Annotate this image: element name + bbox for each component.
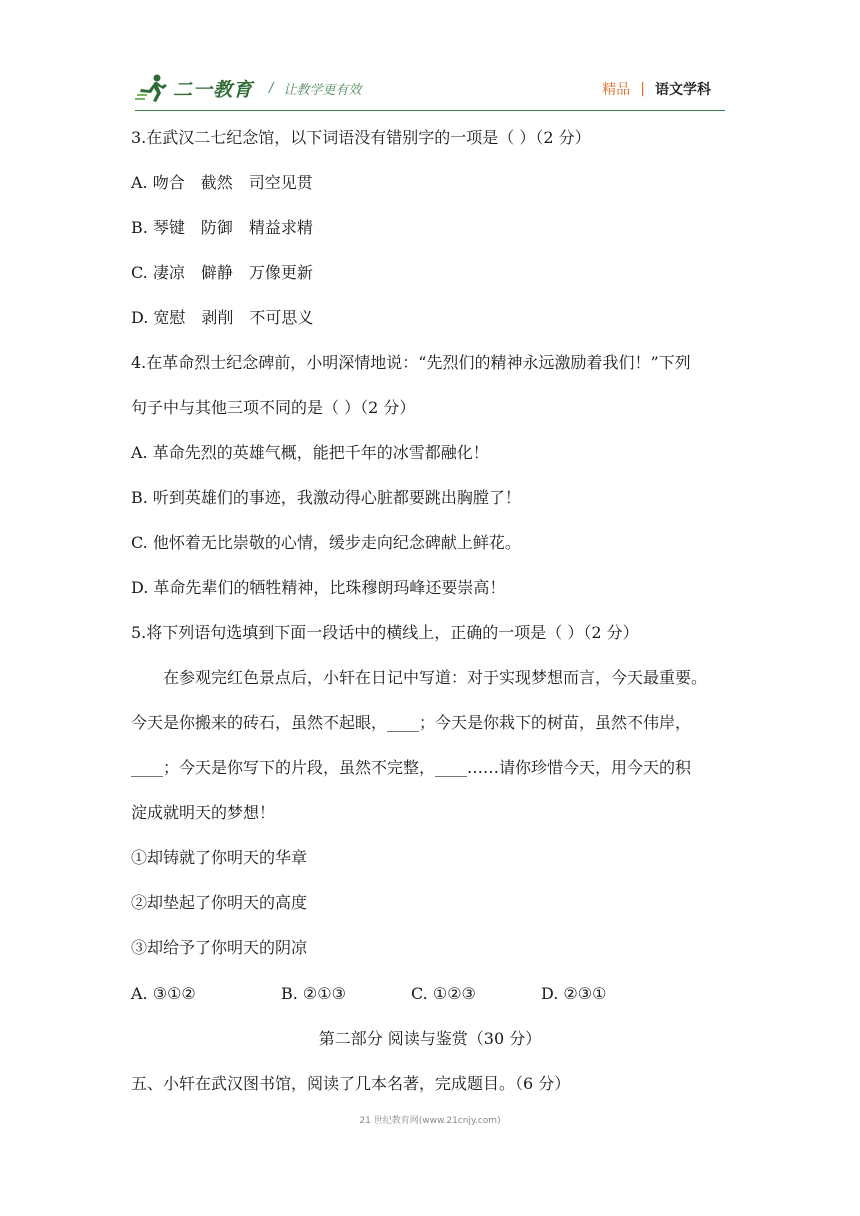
question-4-option-a: A. 革命先烈的英雄气概，能把千年的冰雪都融化！ (131, 443, 489, 462)
passage-line-4: 淀成就明天的梦想！ (131, 803, 276, 822)
question-4-stem-line-2: 句子中与其他三项不同的是（ ）（2 分） (131, 398, 416, 417)
runner-logo-icon (135, 73, 171, 103)
question-3-stem: 3.在武汉二七纪念馆，以下词语没有错别字的一项是（ ）（2 分） (131, 128, 591, 147)
quality-tag: 精品 (602, 82, 631, 98)
question-4-option-d: D. 革命先辈们的牺牲精神，比珠穆朗玛峰还要崇高！ (131, 578, 506, 597)
question-5-option-c: C. ①②③ (411, 984, 476, 1003)
passage-line-1: 在参观完红色景点后，小轩在日记中写道：对于实现梦想而言，今天最重要。 (163, 668, 708, 687)
page-footer: 21 世纪教育网(www.21cnjy.com) (359, 1116, 501, 1126)
sentence-3: ③却给予了你明天的阴凉 (131, 938, 308, 957)
logo (135, 72, 361, 104)
question-3-option-c: C. 凄凉 僻静 万像更新 (131, 263, 313, 282)
question-5-options (131, 984, 606, 1004)
page-header (135, 70, 725, 111)
subject-tag: 语文学科 (655, 82, 711, 98)
question-5-stem: 5.将下列语句选填到下面一段话中的横线上，正确的一项是（ ）（2 分） (131, 623, 639, 642)
question-4-option-c: C. 他怀着无比崇敬的心情，缓步走向纪念碑献上鲜花。 (131, 533, 521, 552)
question-3-option-a: A. 吻合 截然 司空见贯 (131, 173, 313, 192)
passage-line-3: ____；今天是你写下的片段，虽然不完整，____……请你珍惜今天，用今天的积 (131, 758, 692, 777)
logo-text: 二一教育 (173, 78, 254, 101)
question-5-option-b: B. ②①③ (281, 984, 346, 1003)
passage-line-2: 今天是你搬来的砖石，虽然不起眼，____；今天是你栽下的树苗，虽然不伟岸， (131, 713, 692, 732)
tag-separator: | (640, 81, 645, 97)
question-5-option-d: D. ②③① (541, 984, 607, 1003)
slogan-separator: / (269, 80, 274, 96)
sentence-1: ①却铸就了你明天的华章 (131, 848, 308, 867)
question-4-stem-line-1: 4.在革命烈士纪念碑前，小明深情地说：“先烈们的精神永远激励着我们！”下列 (131, 353, 691, 372)
section-title: 第二部分 阅读与鉴赏（30 分） (318, 1029, 542, 1048)
sentence-2: ②却垫起了你明天的高度 (131, 893, 308, 912)
header-tags (602, 79, 711, 99)
question-5-option-a: A. ③①② (131, 984, 196, 1003)
question-five-stem: 五、小轩在武汉图书馆，阅读了几本名著，完成题目。（6 分） (131, 1074, 571, 1093)
question-3-option-b: B. 琴键 防御 精益求精 (131, 218, 313, 237)
question-3-option-d: D. 宽慰 剥削 不可思义 (131, 308, 314, 327)
slogan: 让教学更有效 (283, 82, 362, 98)
question-4-option-b: B. 听到英雄们的事迹，我激动得心脏都要跳出胸膛了！ (131, 488, 521, 507)
